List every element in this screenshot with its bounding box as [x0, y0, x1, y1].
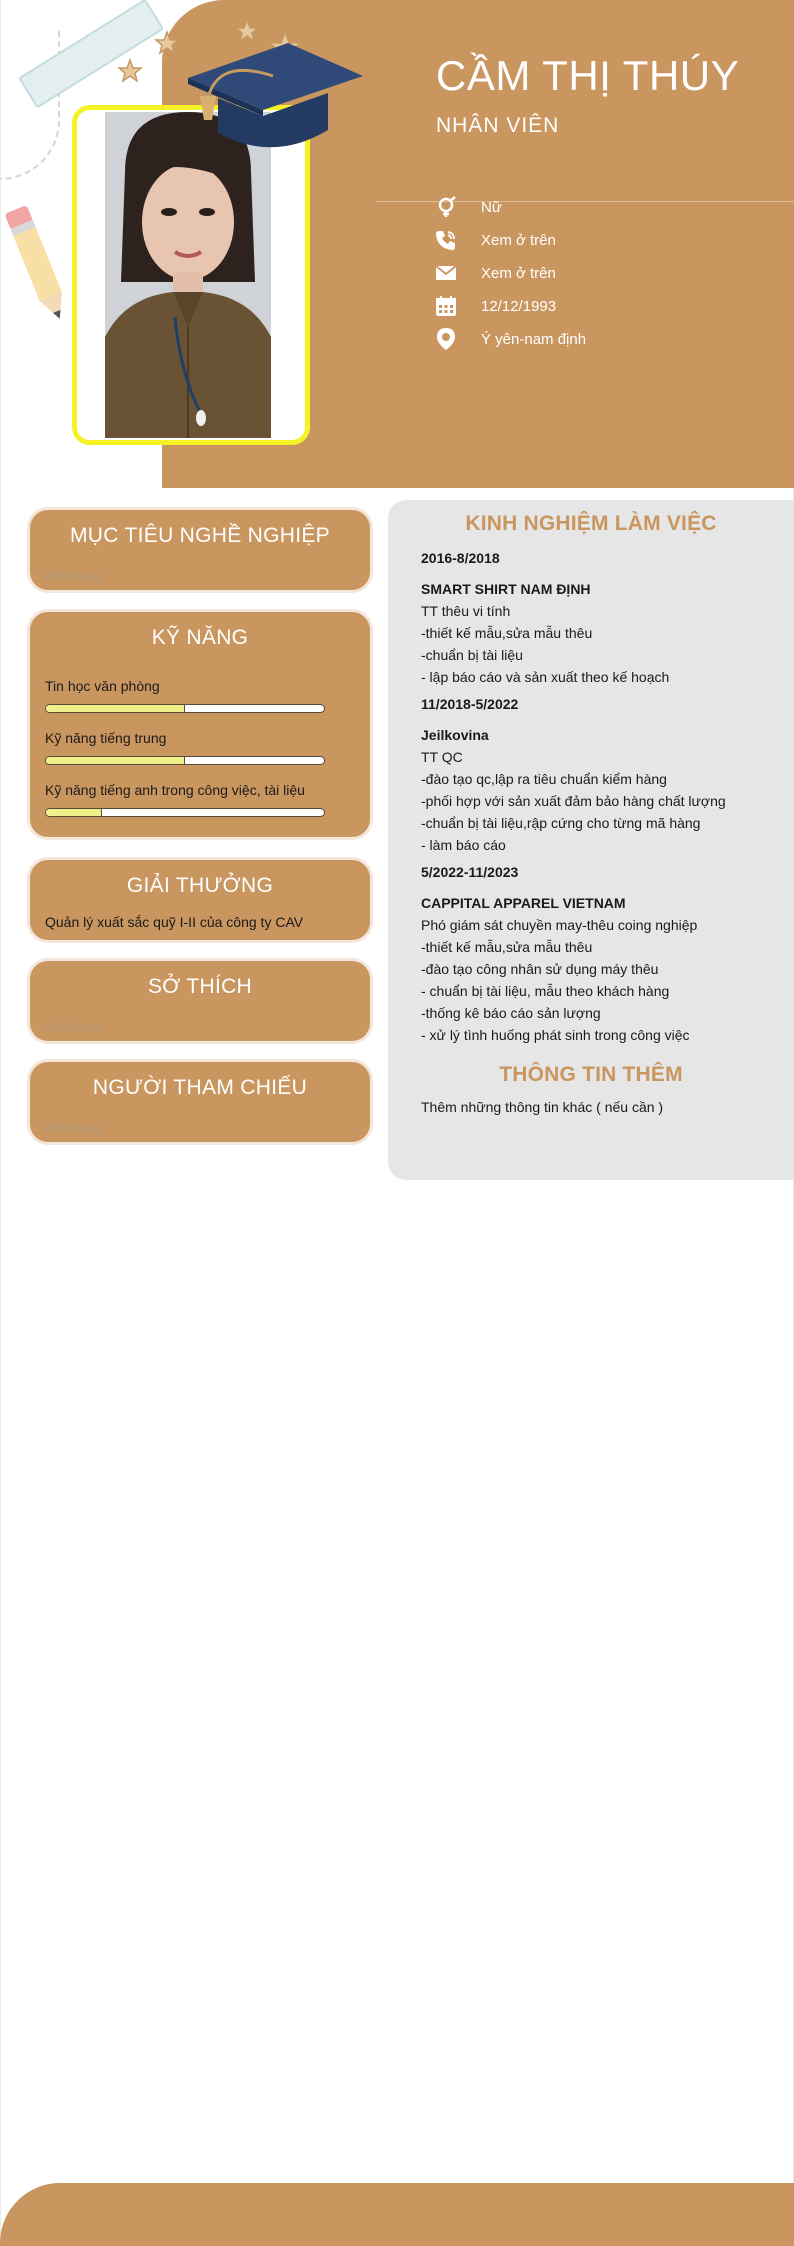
job-detail: TT QC — [421, 749, 463, 765]
location-pin-icon — [434, 327, 458, 351]
job-detail: TT thêu vi tính — [421, 603, 511, 619]
contact-gender-text: Nữ — [481, 198, 502, 216]
skill-bar-fill — [46, 809, 102, 816]
contact-phone — [434, 227, 734, 253]
skill-bar — [45, 808, 325, 817]
job-detail: - lập báo cáo và sản xuất theo kế hoạch — [421, 669, 670, 685]
skill-bar-fill — [46, 705, 185, 712]
footer-band — [0, 2183, 794, 2246]
skill-item — [45, 678, 355, 694]
more-info-content[interactable]: Thêm những thông tin khác ( nếu cần ) — [421, 1099, 664, 1115]
contact-address-text: Ý yên-nam định — [481, 330, 587, 348]
skill-bar — [45, 704, 325, 713]
skills-card — [30, 612, 370, 837]
job-detail: - chuẩn bị tài liệu, mẫu theo khách hàng — [421, 983, 670, 999]
skill-bar-fill — [46, 757, 185, 764]
experience-title: KINH NGHIỆM LÀM VIỆC — [465, 512, 717, 535]
hobbies-card — [30, 961, 370, 1041]
contact-email-text[interactable]: Xem ở trên — [481, 264, 556, 282]
skills-title: KỸ NĂNG — [151, 626, 249, 649]
decorative-dashed-curve — [0, 30, 60, 180]
job-period: 11/2018-5/2022 — [421, 696, 519, 712]
skill-label: Tin học văn phòng — [45, 678, 160, 694]
skill-item — [45, 782, 355, 798]
skill-item — [45, 730, 355, 746]
awards-content: Quản lý xuất sắc quỹ I-II của công ty CAV — [45, 914, 304, 930]
skill-label: Kỹ năng tiếng anh trong công việc, tài liệu — [45, 782, 305, 798]
job-detail: -thiết kế mẫu,sửa mẫu thêu — [421, 625, 593, 641]
candidate-name: CẦM THỊ THÚY — [436, 52, 740, 99]
references-title: NGƯỜI THAM CHIẾU — [92, 1076, 308, 1099]
job-position: NHÂN VIÊN — [436, 114, 560, 137]
skill-bar — [45, 756, 325, 765]
contact-birthday-text: 12/12/1993 — [481, 297, 557, 315]
job-detail: -thống kê báo cáo sản lượng — [421, 1005, 601, 1021]
job-company: Jeilkovina — [421, 727, 489, 743]
gender-icon — [434, 195, 458, 219]
hobbies-content[interactable]: Nội dung — [45, 1018, 102, 1034]
graduation-cap-icon — [178, 38, 368, 158]
calendar-icon — [434, 294, 458, 318]
contact-birthday — [434, 293, 734, 319]
email-icon — [434, 261, 458, 285]
phone-icon — [434, 228, 458, 252]
job-detail: - xử lý tình huống phát sinh trong công việc — [421, 1027, 690, 1043]
job-detail: -đào tạo công nhân sử dụng máy thêu — [421, 961, 659, 977]
job-company: SMART SHIRT NAM ĐỊNH — [421, 581, 591, 597]
job-detail: -thiết kế mẫu,sửa mẫu thêu — [421, 939, 593, 955]
job-detail: - làm báo cáo — [421, 837, 506, 853]
awards-title: GIẢI THƯỞNG — [126, 874, 274, 897]
job-company: CAPPITAL APPAREL VIETNAM — [421, 895, 626, 911]
references-card — [30, 1062, 370, 1142]
objective-title: MỤC TIÊU NGHỀ NGHIỆP — [70, 524, 330, 547]
skill-label: Kỹ năng tiếng trung — [45, 730, 167, 746]
references-content[interactable]: Nội dung — [45, 1119, 102, 1135]
job-detail: -phối hợp với sản xuất đảm bảo hàng chất lượng — [421, 793, 726, 809]
contact-gender — [434, 194, 734, 220]
job-detail: Phó giám sát chuyền may-thêu coing nghiệp — [421, 917, 698, 933]
contact-phone-text[interactable]: Xem ở trên — [481, 231, 556, 249]
job-detail: -chuẩn bị tài liệu,rập cứng cho từng mã hàng — [421, 815, 701, 831]
objective-card — [30, 510, 370, 590]
job-period: 2016-8/2018 — [421, 550, 500, 566]
contact-address — [434, 326, 734, 352]
job-detail: -chuẩn bị tài liệu — [421, 647, 523, 663]
job-period: 5/2022-11/2023 — [421, 864, 519, 880]
hobbies-title: SỞ THÍCH — [147, 975, 253, 998]
job-detail: -đào tạo qc,lập ra tiêu chuẩn kiểm hàng — [421, 771, 667, 787]
awards-card — [30, 860, 370, 940]
more-info-title: THÔNG TIN THÊM — [499, 1063, 683, 1086]
profile-photo — [105, 112, 271, 438]
pencil-icon — [0, 202, 79, 328]
objective-content[interactable]: Nội dung — [45, 567, 102, 583]
contact-email — [434, 260, 734, 286]
